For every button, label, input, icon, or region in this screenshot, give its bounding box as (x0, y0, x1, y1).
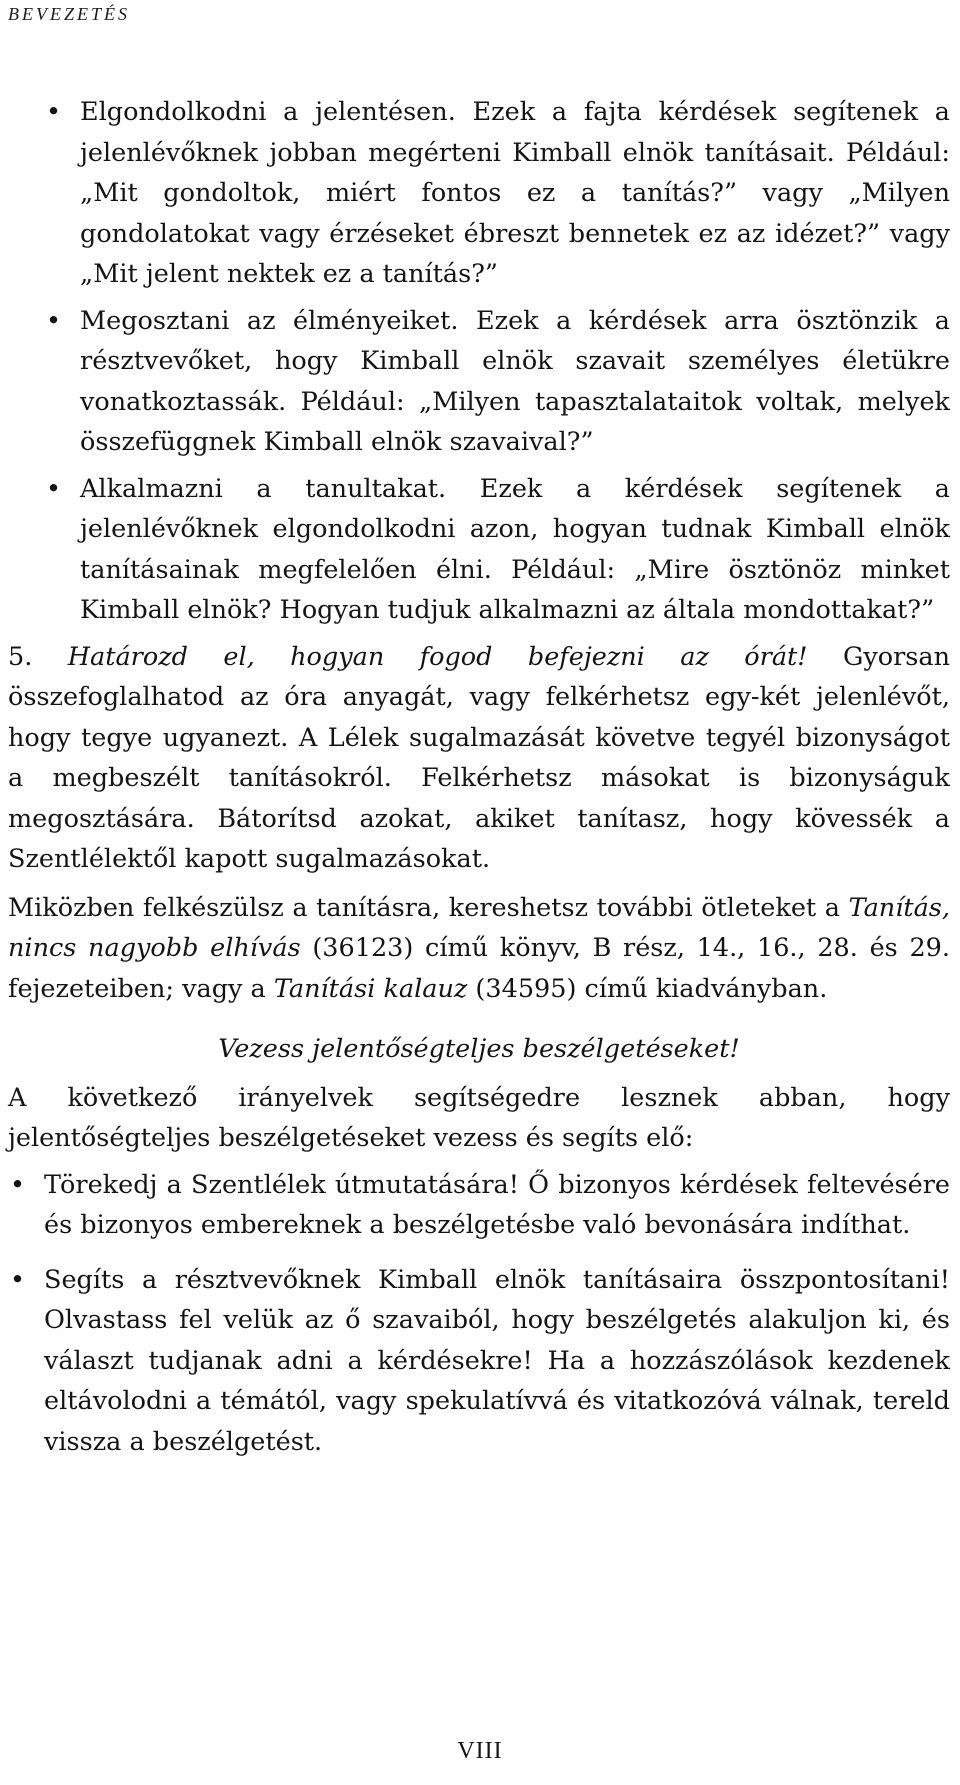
page-number: VIII (457, 1738, 503, 1764)
list-item-lead: Alkalmazni a tanultakat. (80, 473, 447, 504)
list-item: • Segíts a résztvevőknek Kimball elnök tanításaira összpontosítani! Olvastass fel velük az ő szavaiból, hogy beszélgetés alakuljon ki, és választ tudjanak adni a kérdésekre! Ha a hozzászólások kezdenek eltávolodni a témától, vagy spekulatívvá és vitatkozóvá válnak, tereld vissza a beszélgetést. (44, 1260, 950, 1463)
step-number: 5. (8, 641, 33, 672)
step-body: Gyorsan összefoglalhatod az óra anyagát, vagy felkérhetsz egy-két jelenlévőt, hogy tegye ugyanezt. A Lélek sugalmazását követve tegyél bizonyságot a megbeszélt tanításokról. Felkérhetsz másokat is bizonyságuk megosztására. Bátorítsd azokat, akiket tanítasz, hogy kövessék a Szentlélektől kapott sugalmazásokat. (8, 641, 950, 874)
section-heading: Vezess jelentőségteljes beszélgetéseket! (218, 1034, 740, 1064)
list-item-lead: Megosztani az élményeiket. (80, 305, 459, 336)
list-item (80, 92, 950, 295)
resources-text: (36123) című könyv, B rész, 14., 16., 28. és 29. fejezeteiben; vagy a (8, 933, 950, 1004)
step-title: Határozd el, hogyan fogod befejezni az órát! (67, 641, 808, 672)
book-title-guide: Tanítási kalauz (273, 973, 468, 1004)
list-item (80, 301, 950, 463)
step-five (8, 637, 950, 880)
guidelines-list (8, 1165, 950, 1463)
resources-paragraph (8, 888, 950, 1010)
resources-text: Miközben felkészülsz a tanításra, kereshetsz további ötleteket a (8, 892, 849, 923)
list-item-body: Ezek a kérdések segítenek a jelenlévőknek elgondolkodni azon, hogyan tudnak Kimball elnök tanításainak megfelelően élni. Például: „Mire ösztönöz minket Kimball elnök? Hogyan tudjuk alkalmazni az általa mondottakat?” (80, 473, 950, 625)
list-item (80, 469, 950, 631)
running-head: BEVEZETÉS (8, 4, 130, 24)
list-item-lead: Elgondolkodni a jelentésen. (80, 97, 456, 127)
page-body (8, 92, 950, 1476)
resources-text: (34595) című kiadványban. (467, 973, 828, 1004)
question-types-list (8, 92, 950, 631)
list-item: • Törekedj a Szentlélek útmutatására! Ő bizonyos kérdések feltevésére és bizonyos embereknek a beszélgetésbe való bevonására indíthat. (44, 1165, 950, 1246)
list-item-body: Ezek a fajta kérdések segítenek a jelenlévőknek jobban megérteni Kimball elnök tanításait. Például: „Mit gondoltok, miért fontos ez a tanítás?” vagy „Milyen gondolatokat vagy érzéseket ébreszt bennetek ez az idézet?” vagy „Mit jelent nektek ez a tanítás?” (80, 97, 950, 289)
discussion-intro: A következő irányelvek segítségedre lesznek abban, hogy jelentőségteljes beszélgetéseket vezess és segíts elő: (8, 1082, 950, 1153)
book-title-teaching: Tanítás, nincs nagyobb elhívás (8, 892, 950, 963)
list-item-body: Ezek a kérdések arra ösztönzik a résztvevőket, hogy Kimball elnök szavait személyes életükre vonatkoztassák. Például: „Milyen tapasztalataitok voltak, melyek összefüggnek Kimball elnök szavaival?” (80, 305, 950, 457)
